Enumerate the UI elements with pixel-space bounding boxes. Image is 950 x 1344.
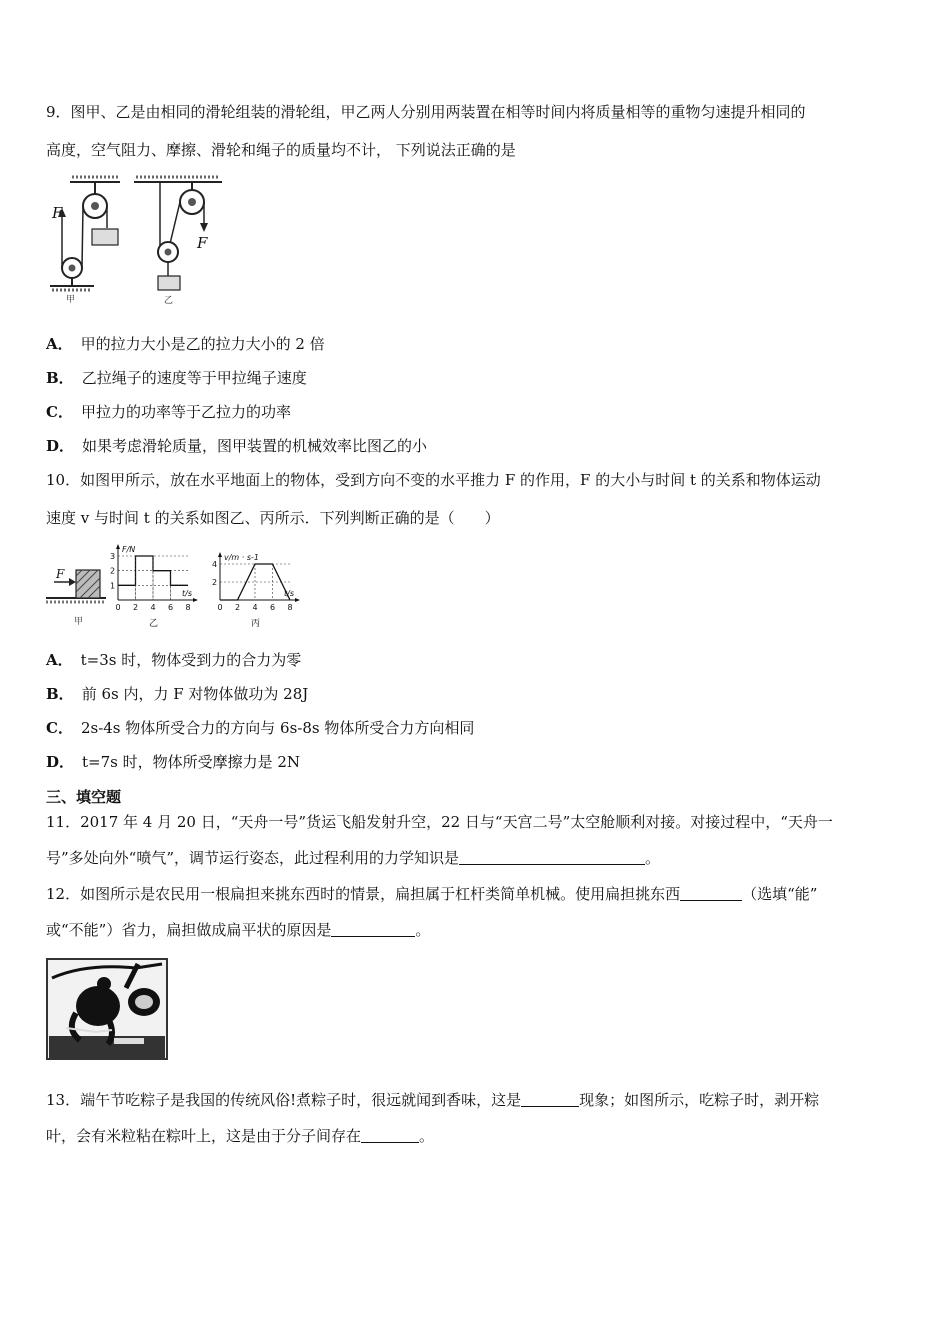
x-tick-label: 8 (287, 603, 293, 612)
y-axis-label: F/N (122, 545, 136, 554)
x-axis-arrow (295, 598, 300, 602)
chart-title: 乙 (149, 619, 159, 629)
x-tick-label: 4 (252, 603, 258, 612)
x-tick-label: 2 (235, 603, 241, 612)
q11-line1: 11．2017 年 4 月 20 日，“天舟一号”货运飞船发射升空，22 日与“天宫二号”太空舱顺利对接。对接过程中，“天舟一 (46, 813, 833, 831)
y-tick-label: 3 (110, 552, 116, 561)
figure-label-yi: 乙 (164, 296, 174, 304)
y-axis-arrow (116, 544, 120, 549)
q11-line2: 号”多处向外“喷气”，调节运行姿态，此过程利用的力学知识是 。 (46, 849, 661, 867)
q13-answer-blank-1[interactable] (521, 1092, 579, 1107)
block-jia (46, 570, 106, 602)
q10-figure (44, 538, 304, 630)
x-axis-label: t/s (182, 589, 192, 598)
q10-line2: 速度 v 与时间 t 的关系如图乙、丙所示．下列判断正确的是（ ） (46, 509, 500, 527)
q12-answer-blank-1[interactable] (680, 886, 742, 901)
q10-option-d: D． t=7s 时，物体所受摩擦力是 2N (46, 753, 301, 771)
q10-force-label: F (56, 567, 65, 581)
y-tick-label: 4 (212, 560, 218, 569)
x-tick-label: 4 (150, 603, 156, 612)
chart-bing (212, 552, 300, 629)
q12-line1: 12．如图所示是农民用一根扁担来挑东西时的情景，扁担属于杠杆类简单机械。使用扁担挑东西 （选填“能” (46, 885, 818, 903)
q13-line2: 叶，会有米粒粘在粽叶上，这是由于分子间存在 。 (46, 1127, 435, 1145)
q10-option-a: A． t=3s 时，物体受到力的合力为零 (46, 651, 302, 669)
q13-answer-blank-2[interactable] (361, 1128, 419, 1143)
x-tick-label: 6 (168, 603, 174, 612)
figure-label-jia: 甲 (66, 295, 76, 304)
q12-answer-blank-2[interactable] (331, 922, 415, 937)
q9-option-a: A． 甲的拉力大小是乙的拉力大小的 2 倍 (46, 335, 325, 353)
q10-line1: 10．如图甲所示，放在水平地面上的物体，受到方向不变的水平推力 F 的作用，F 的大小与时间 t 的关系和物体运动 (46, 471, 821, 489)
weight-yi (158, 276, 180, 290)
chart-title: 丙 (251, 619, 261, 629)
q9-option-b: B． 乙拉绳子的速度等于甲拉绳子速度 (46, 369, 307, 387)
q12-carrying-pole-photo (46, 958, 168, 1060)
q13-line1: 13．端午节吃粽子是我国的传统风俗!煮粽子时，很远就闻到香味，这是 现象；如图所示，吃粽子时，剥开粽 (46, 1091, 820, 1109)
y-axis-label: v/m · s-1 (224, 553, 259, 562)
x-tick-label: 8 (185, 603, 191, 612)
section-fill-in-blank-title: 三、填空题 (46, 788, 122, 806)
q9-pulley-figure (44, 174, 224, 304)
q9-option-c: C． 甲拉力的功率等于乙拉力的功率 (46, 403, 291, 421)
x-tick-label: 6 (270, 603, 276, 612)
y-tick-label: 2 (110, 566, 116, 576)
q10-option-b: B． 前 6s 内，力 F 对物体做功为 28J (46, 685, 309, 703)
q10-option-c: C． 2s-4s 物体所受合力的方向与 6s-8s 物体所受合力方向相同 (46, 719, 475, 737)
ceiling-jia (70, 177, 120, 182)
y-axis-arrow (218, 552, 222, 557)
force-label-jia: F (52, 204, 63, 222)
y-tick-label: 1 (110, 581, 116, 591)
x-tick-label: 0 (115, 603, 121, 612)
force-label-yi: F (197, 234, 208, 252)
x-tick-label: 0 (217, 603, 223, 612)
q10-label-jia: 甲 (74, 617, 84, 627)
q9-option-d: D． 如果考虑滑轮质量，图甲装置的机械效率比图乙的小 (46, 437, 428, 455)
q9-line2: 高度，空气阻力、摩擦、滑轮和绳子的质量均不计， 下列说法正确的是 (46, 141, 516, 159)
chart-yi (110, 544, 198, 629)
x-tick-label: 2 (133, 603, 139, 612)
x-axis-label: t/s (284, 589, 294, 598)
q12-line2: 或“不能”）省力，扁担做成扁平状的原因是 。 (46, 921, 431, 939)
q11-answer-blank[interactable] (459, 850, 645, 865)
q9-line1: 9．图甲、乙是由相同的滑轮组装的滑轮组，甲乙两人分别用两装置在相等时间内将质量相等的重物匀速提升相同的 (46, 103, 806, 121)
weight-jia (92, 229, 118, 245)
y-tick-label: 2 (212, 578, 218, 587)
x-axis-arrow (193, 598, 198, 602)
